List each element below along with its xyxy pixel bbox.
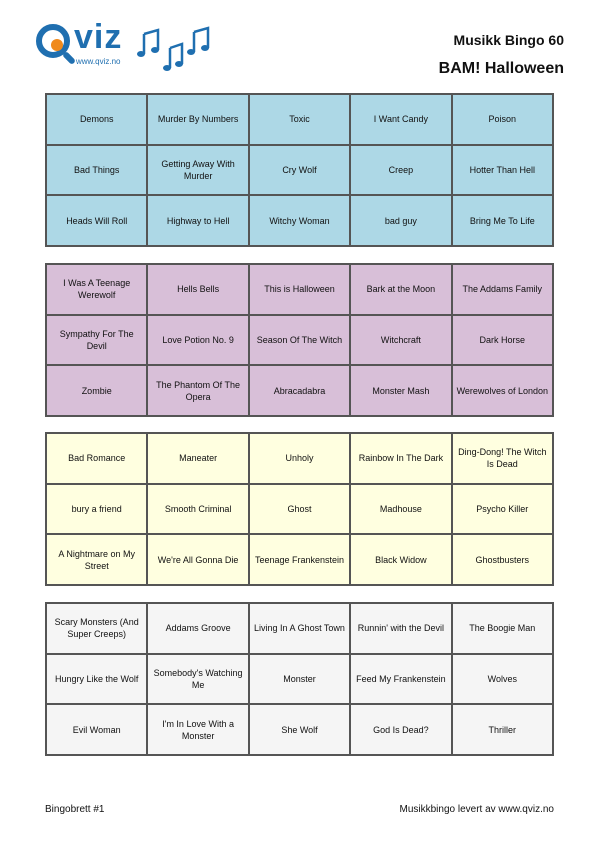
bingo-cell: A Nightmare on My Street xyxy=(46,534,147,585)
bingo-cell: Dark Horse xyxy=(452,315,553,366)
bingo-cell: Rainbow In The Dark xyxy=(350,433,451,484)
page-subtitle: BAM! Halloween xyxy=(438,60,564,77)
bingo-cell: Monster xyxy=(249,654,350,705)
bingo-cell: Toxic xyxy=(249,94,350,145)
bingo-cell: The Phantom Of The Opera xyxy=(147,365,248,416)
bingo-cell: Smooth Criminal xyxy=(147,484,248,535)
bingo-cell: Season Of The Witch xyxy=(249,315,350,366)
bingo-board-4 xyxy=(45,602,554,756)
logo-wordmark: viz xyxy=(74,18,123,56)
bingo-cell: Teenage Frankenstein xyxy=(249,534,350,585)
bingo-board-1 xyxy=(45,93,554,247)
bingo-cell: Abracadabra xyxy=(249,365,350,416)
bingo-cell: Bad Romance xyxy=(46,433,147,484)
music-notes-icon xyxy=(136,22,226,72)
bingo-cell: She Wolf xyxy=(249,704,350,755)
bingo-cell: Cry Wolf xyxy=(249,145,350,196)
bingo-cell: Runnin' with the Devil xyxy=(350,603,451,654)
bingo-cell: Maneater xyxy=(147,433,248,484)
bingo-cell: Getting Away With Murder xyxy=(147,145,248,196)
bingo-cell: Bark at the Moon xyxy=(350,264,451,315)
bingo-cell: Werewolves of London xyxy=(452,365,553,416)
bingo-cell: Scary Monsters (And Super Creeps) xyxy=(46,603,147,654)
board-number: Bingobrett #1 xyxy=(45,804,105,815)
bingo-cell: We're All Gonna Die xyxy=(147,534,248,585)
bingo-cell: Somebody's Watching Me xyxy=(147,654,248,705)
bingo-cell: Highway to Hell xyxy=(147,195,248,246)
bingo-cell: Wolves xyxy=(452,654,553,705)
bingo-cell: Witchy Woman xyxy=(249,195,350,246)
bingo-cell: I Want Candy xyxy=(350,94,451,145)
bingo-cell: Murder By Numbers xyxy=(147,94,248,145)
bingo-cell: Zombie xyxy=(46,365,147,416)
bingo-cell: Monster Mash xyxy=(350,365,451,416)
bingo-cell: Bring Me To Life xyxy=(452,195,553,246)
bingo-cell: Psycho Killer xyxy=(452,484,553,535)
bingo-cell: Living In A Ghost Town xyxy=(249,603,350,654)
bingo-cell: The Addams Family xyxy=(452,264,553,315)
bingo-cell: Creep xyxy=(350,145,451,196)
bingo-cell: God Is Dead? xyxy=(350,704,451,755)
bingo-cell: Black Widow xyxy=(350,534,451,585)
bingo-cell: Evil Woman xyxy=(46,704,147,755)
bingo-cell: Ghostbusters xyxy=(452,534,553,585)
bingo-cell: This is Halloween xyxy=(249,264,350,315)
bingo-cell: Love Potion No. 9 xyxy=(147,315,248,366)
qviz-logo xyxy=(36,18,226,82)
bingo-cell: Sympathy For The Devil xyxy=(46,315,147,366)
bingo-cell: Bad Things xyxy=(46,145,147,196)
bingo-cell: Feed My Frankenstein xyxy=(350,654,451,705)
bingo-cell: Addams Groove xyxy=(147,603,248,654)
footer-credit: Musikkbingo levert av www.qviz.no xyxy=(399,804,554,815)
bingo-cell: Hungry Like the Wolf xyxy=(46,654,147,705)
page-title: Musikk Bingo 60 xyxy=(453,32,564,48)
bingo-cell: Poison xyxy=(452,94,553,145)
bingo-cell: Ding-Dong! The Witch Is Dead xyxy=(452,433,553,484)
bingo-cell: Heads Will Roll xyxy=(46,195,147,246)
logo-url: www.qviz.no xyxy=(76,57,121,66)
bingo-cell: Madhouse xyxy=(350,484,451,535)
bingo-cell: Hells Bells xyxy=(147,264,248,315)
bingo-cell: Unholy xyxy=(249,433,350,484)
bingo-cell: Thriller xyxy=(452,704,553,755)
bingo-cell: Ghost xyxy=(249,484,350,535)
bingo-cell: Demons xyxy=(46,94,147,145)
bingo-cell: Hotter Than Hell xyxy=(452,145,553,196)
bingo-cell: bury a friend xyxy=(46,484,147,535)
bingo-board-2 xyxy=(45,263,554,417)
bingo-board-3 xyxy=(45,432,554,586)
bingo-cell: The Boogie Man xyxy=(452,603,553,654)
bingo-cell: I Was A Teenage Werewolf xyxy=(46,264,147,315)
bingo-cell: I'm In Love With a Monster xyxy=(147,704,248,755)
bingo-cell: Witchcraft xyxy=(350,315,451,366)
bingo-cell: bad guy xyxy=(350,195,451,246)
